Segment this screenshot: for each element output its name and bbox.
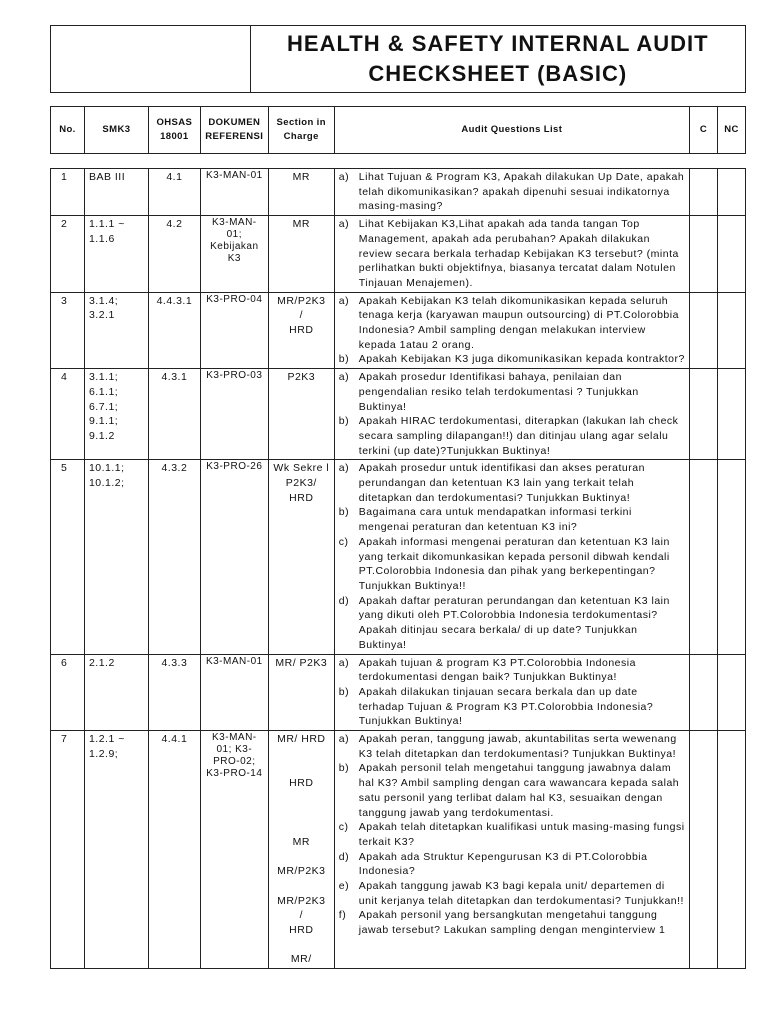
section-line: MR/P2K3 [277,894,326,907]
section-line: MR [292,171,310,183]
compliant-checkbox-cell [690,654,718,731]
compliant-checkbox-cell [690,292,718,369]
question-item [339,850,685,879]
audit-questions [334,731,689,969]
question-label: c) [338,535,349,548]
question-text: Apakah telah ditetapkan kualifikasi untuk masing-masing fungsi terkait K3? [358,821,685,848]
question-label: a) [338,733,350,746]
checklist-rows [51,169,746,969]
logo-area [51,26,251,93]
question-text: Lihat Kebijakan K3,Lihat apakah ada tanda tangan Top Management, apakah ada perubahan? Apakah dilakukan review secara berkala terhadap Kebijakan K3 tersebut? (minta perlihatkan bukti objektifnya, biasanya tercatat dalam Notulen Tinjauan Menajemen). [358,218,679,289]
question-item [339,820,685,849]
question-label: b) [338,415,350,428]
document-reference: K3-MAN-01 [200,169,268,216]
section-line [273,791,330,806]
smk3-reference: 3.1.1; 6.1.1; 6.7.1; 9.1.1; 9.1.2 [84,369,148,460]
ohsas-clause: 4.3.2 [148,460,200,654]
question-item [339,732,685,761]
header-section: Section in Charge [268,107,334,154]
smk3-reference: 2.1.2 [84,654,148,731]
compliant-checkbox-cell [690,216,718,293]
question-item [339,761,685,820]
section-in-charge [268,460,334,654]
question-label: b) [338,762,350,775]
question-text: Apakah dilakukan tinjauan secara berkala dan up date terhadap Tujuan & Program K3 PT.Colorobbia Indonesia? Tunjukkan Buktinya! [358,685,654,728]
row-number: 6 [51,654,85,731]
section-in-charge [268,169,334,216]
question-text: Apakah peran, tanggung jawab, akuntabilitas serta wewenang K3 telah ditetapkan dan terdokumentasi? Tunjukkan Buktinya! [358,733,677,760]
table-row [51,292,746,369]
audit-questions [334,369,689,460]
smk3-reference: 1.2.1 ~ 1.2.9; [84,731,148,969]
question-item [339,535,685,594]
question-label: a) [338,462,350,475]
question-text: Apakah personil telah mengetahui tanggung jawabnya dalam hal K3? Ambil sampling dengan cara wawancara kepada salah satu personil yang terlibat dalam hal K3, sesuaikan dengan tanggung jawab yang terdokumentasi. [358,762,680,819]
compliant-checkbox-cell [690,169,718,216]
smk3-reference: BAB III [84,169,148,216]
compliant-checkbox-cell [690,460,718,654]
question-label: a) [338,294,350,307]
header-no: No. [51,107,85,154]
ohsas-clause: 4.3.3 [148,654,200,731]
section-line: / [299,909,303,922]
audit-questions [334,216,689,293]
column-header-table [50,106,746,154]
question-text: Apakah HIRAC terdokumentasi, diterapkan (lakukan lah check secara sampling dilapangan!!) dan ditinjau ulang agar selalu terkini (up date)?Tunjukkan Buktinya! [358,415,679,457]
header-dokumen: DOKUMEN REFERENSI [200,107,268,154]
question-item [339,294,685,353]
compliant-checkbox-cell [690,369,718,460]
table-row [51,731,746,969]
section-in-charge [268,731,334,969]
smk3-reference: 1.1.1 ~ 1.1.6 [84,216,148,293]
document-reference: K3-PRO-26 [200,460,268,654]
header-ohsas: OHSAS 18001 [148,107,200,154]
non-compliant-checkbox-cell [718,731,746,969]
audit-questions [334,169,689,216]
title-block [50,25,746,93]
audit-questions [334,292,689,369]
non-compliant-checkbox-cell [718,216,746,293]
ohsas-clause: 4.3.1 [148,369,200,460]
header-nc: NC [717,107,745,154]
question-text: Apakah informasi mengenai peraturan dan ketentuan K3 lain yang terkait dikomunkasikan kepada personil dibwah kendali PT.Colorobbia Indonesia dan pihak yang berkepentingan? Tunjukkan Buktinya!! [358,535,670,592]
question-label: b) [338,685,350,698]
question-item [339,414,685,458]
audit-questions [334,460,689,654]
question-label: d) [338,850,350,863]
question-text: Apakah tanggung jawab K3 bagi kepala unit/ departemen di unit kerjanya telah ditetapkan dan terdokumentasi? Tunjukkan!! [358,880,684,907]
question-label: b) [338,353,350,366]
question-item [339,594,685,653]
section-in-charge [268,292,334,369]
document-title [250,26,745,93]
section-line [273,820,330,835]
ohsas-clause: 4.2 [148,216,200,293]
question-label: b) [338,506,350,519]
row-number: 1 [51,169,85,216]
section-line: MR [292,218,310,231]
question-item [339,685,685,729]
non-compliant-checkbox-cell [718,654,746,731]
section-in-charge [268,369,334,460]
question-item [339,908,685,937]
header-smk3: SMK3 [84,107,148,154]
non-compliant-checkbox-cell [718,169,746,216]
compliant-checkbox-cell [690,731,718,969]
row-number: 4 [51,369,85,460]
document-reference: K3-PRO-03 [200,369,268,460]
section-line [273,805,330,820]
section-line: MR/P2K3 [277,294,326,307]
header-questions: Audit Questions List [334,107,689,154]
question-text: Lihat Tujuan & Program K3, Apakah dilakukan Up Date, apakah telah dikomunikasikan? apakah dipenuhi sesuai indikatornya masing-masing? [358,171,685,213]
table-row [51,216,746,293]
section-line: MR/ [290,953,312,966]
document-reference: K3-PRO-04 [200,292,268,369]
section-line: MR/P2K3 [277,865,326,878]
section-line: HRD [289,924,314,937]
question-text: Apakah tujuan & program K3 PT.Colorobbia Indonesia terdokumentasi dengan baik? Tunjukkan Buktinya! [358,656,636,684]
question-label: d) [338,594,350,607]
question-label: e) [338,880,350,893]
section-line: HRD [289,324,314,337]
question-item [339,217,685,291]
ohsas-clause: 4.1 [148,169,200,216]
row-number: 2 [51,216,85,293]
document-reference: K3-MAN-01; K3-PRO-02; K3-PRO-14 [200,731,268,969]
table-row [51,169,746,216]
question-text: Apakah ada Struktur Kepengurusan K3 di PT.Colorobbia Indonesia? [358,850,648,878]
question-label: c) [338,821,349,834]
smk3-reference: 10.1.1; 10.1.2; [84,460,148,654]
question-item [339,170,685,214]
question-text: Apakah personil yang bersangkutan mengetahui tanggung jawab tersebut? Lakukan sampling dengan menginterview 1 [358,909,666,937]
question-item [339,505,685,534]
question-item [339,352,685,367]
question-text: Apakah Kebijakan K3 juga dikomunikasikan kepada kontraktor? [358,353,685,366]
smk3-reference: 3.1.4; 3.2.1 [84,292,148,369]
section-line: MR/ HRD [277,733,326,746]
question-item [339,370,685,414]
table-row [51,369,746,460]
question-text: Apakah prosedur Identifikasi bahaya, penilaian dan pengendalian resiko telah terdokumentasi ? Tunjukkan Buktinya! [358,371,639,413]
question-label: a) [338,171,350,183]
table-row [51,460,746,654]
question-label: a) [338,371,350,384]
title-line-2: CHECKSHEET (BASIC) [368,61,628,86]
section-line: / [299,309,303,322]
section-line: MR/ P2K3 [275,656,328,669]
question-text: Apakah daftar peraturan perundangan dan ketentuan K3 lain yang dikuti oleh PT.Colorobbia Indonesia terdokumentasi? Apakah ditinjau secara berkala/ di up date? Tunjukkan Buktinya! [358,594,670,651]
question-item [339,879,685,908]
section-line: HRD [289,777,314,790]
question-text: Bagaimana cara untuk mendapatkan informasi terkini mengenai peraturan dan ketentuan K3 ini? [358,506,632,534]
question-label: a) [338,656,350,669]
row-number: 5 [51,460,85,654]
section-line [273,879,330,894]
section-in-charge [268,216,334,293]
document-reference: K3-MAN-01 [200,654,268,731]
table-row [51,654,746,731]
section-line [273,850,330,865]
non-compliant-checkbox-cell [718,292,746,369]
section-line [273,747,330,762]
section-in-charge [268,654,334,731]
row-number: 7 [51,731,85,969]
header-c: C [690,107,718,154]
ohsas-clause: 4.4.3.1 [148,292,200,369]
section-line [273,761,330,776]
question-item [339,461,685,505]
section-line [273,938,330,953]
audit-checklist-table [50,168,746,969]
question-label: a) [338,218,350,231]
row-number: 3 [51,292,85,369]
non-compliant-checkbox-cell [718,369,746,460]
section-line: P2K3 [287,371,316,384]
question-text: Apakah prosedur untuk identifikasi dan akses peraturan perundangan dan ketentuan K3 lain yang terkait telah ditetapkan dan terdokumentasi? Tunjukkan Buktinya! [358,462,645,504]
question-item [339,656,685,685]
question-label: f) [338,909,347,922]
non-compliant-checkbox-cell [718,460,746,654]
section-line: Wk Sekre l P2K3/ HRD [273,462,330,504]
title-line-1: HEALTH & SAFETY INTERNAL AUDIT [287,31,709,56]
section-line: MR [292,835,310,848]
audit-questions [334,654,689,731]
document-reference: K3-MAN-01; Kebijakan K3 [200,216,268,293]
ohsas-clause: 4.4.1 [148,731,200,969]
question-text: Apakah Kebijakan K3 telah dikomunikasikan kepada seluruh tenaga kerja (karyawan maupun outsourcing) di PT.Colorobbia Indonesia? Ambil sampling dengan melakukan interview kepada 1atau 2 orang. [358,294,679,351]
